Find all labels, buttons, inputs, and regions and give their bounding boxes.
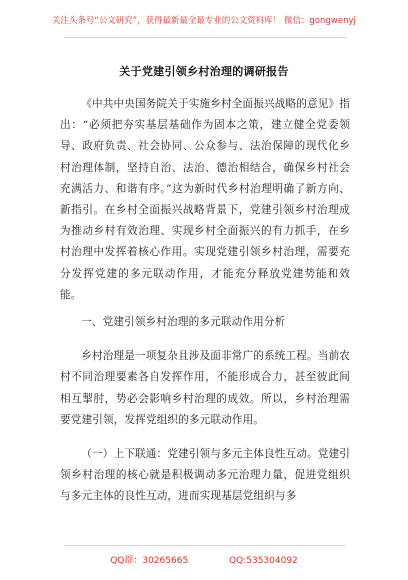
document-body (60, 94, 350, 508)
paragraph-intro: 《中共中央国务院关于实施乡村全面振兴战略的意见》指出：“必须把夯实基层基础作为固本之策，建立健全党委领导、政府负责、社会协同、公众参与、法治保障的现代化乡村治理体制，坚持自治、法治、德治相结合，确保乡村社会充满活力、和谐有序。”这为新时代乡村治理明确了新方向、新指引。在乡村全面振兴战略背景下，党建引领乡村治理成为推动乡村有效治理、实现乡村全面振兴的有力抓手，在乡村治理中发挥着核心作用。实现党建引领乡村治理，需要充分发挥党建的多元联动作用，才能充分释放党建势能和效能。 (60, 98, 350, 301)
paragraph-analysis: 乡村治理是一项复杂且涉及面非常广的系统工程。当前农村不同治理要素各自发挥作用，不能形成合力，甚至彼此间相互掣肘，势必会影响乡村治理的成效。所以，乡村治理需要党建引领，发挥党组织的多元联动作用。 (60, 350, 350, 426)
footer-contact (0, 553, 408, 566)
header-banner: 关注头条号“公文研究”，获得最新最全最专业的公文资料库！ 微信：gongwenyj (52, 15, 356, 25)
footer-divider (64, 545, 346, 546)
header-divider (64, 37, 346, 38)
document-title: 关于党建引领乡村治理的调研报告 (119, 65, 289, 78)
footer-qq-group: QQ群：30265665 (110, 556, 189, 566)
section-heading-1: 一、党建引领乡村治理的多元联动作用分析 (81, 316, 286, 329)
paragraph-subsection-1: （一）上下联通：党建引领与多元主体良性互动。党建引领乡村治理的核心就是积极调动多元治理力量，促进党组织与多元主体的良性互动，进而实现基层党组织与多 (60, 448, 350, 503)
footer-qq: QQ:535304092 (229, 556, 298, 566)
